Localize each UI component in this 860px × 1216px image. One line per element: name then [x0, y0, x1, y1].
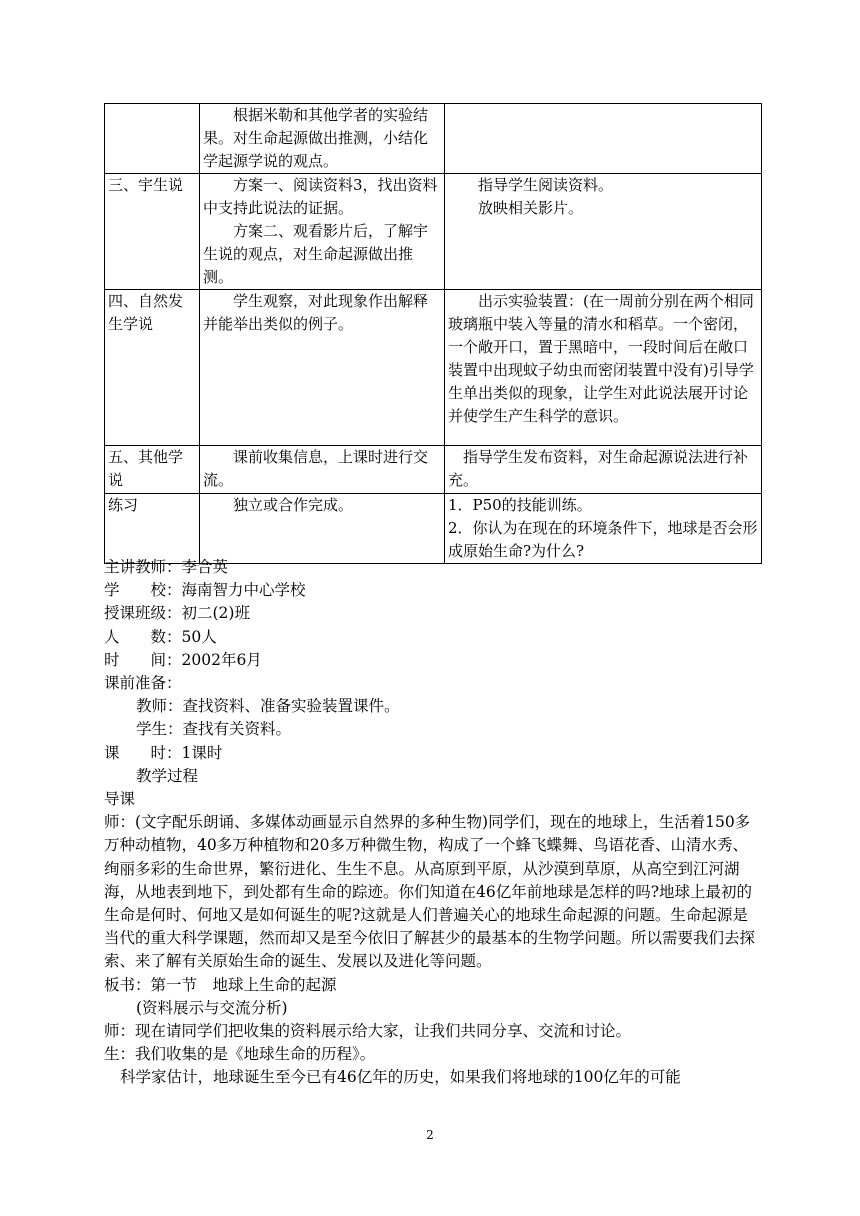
teacher-activity-text: 2．你认为在现在的环境条件下，地球是否会形成原始生命?为什么?: [448, 519, 758, 560]
info-count: 人 数：50人: [104, 627, 217, 646]
board-heading: 板书：第一节 地球上生命的起源: [104, 975, 337, 994]
teacher-speech-paragraph: 师：(文字配乐朗诵、多媒体动画显示自然界的多种生物)同学们，现在的地球上，生活着150多万种动植物，40多万种植物和20多万种微生物，构成了一个蜂飞蝶舞、鸟语花香、山清水秀、绚丽多彩的生命世界，繁衍进化、生生不息。从高原到平原，从沙漠到草原，从高空到江河湖海，从地表到地下，到处都有生命的踪迹。你们知道在46亿年前地球是怎样的吗?地球上最初的生命是何时、何地又是如何诞生的呢?这就是人们普遍关心的地球生命起源的问题。生命起源是当代的重大科学课题，然而却又是至今依旧了解甚少的最基本的生物学问题。所以需要我们去探索、来了解有关原始生命的诞生、发展以及进化等问题。: [104, 813, 756, 971]
topic-cell: [105, 104, 200, 174]
teacher-activity-cell: [445, 290, 762, 446]
board-subheading: (资料展示与交流分析): [136, 998, 288, 1017]
teacher-activity-cell: [445, 104, 762, 174]
info-class: 授课班级：初二(2)班: [104, 604, 250, 623]
lesson-plan-table: [104, 103, 762, 564]
prep-student: 学生：查找有关资料。: [136, 720, 292, 739]
topic-cell: 五、其他学说: [105, 446, 200, 494]
table-row: [105, 104, 762, 174]
page-number: 2: [426, 1128, 434, 1142]
student-activity-text: 独立或合作完成。: [233, 496, 354, 514]
teacher-activity-cell: [445, 174, 762, 290]
teacher-activity-text: 1．P50的技能训练。: [448, 496, 592, 514]
science-paragraph: 科学家估计，地球诞生至今已有46亿年的历史，如果我们将地球的100亿年的可能: [120, 1068, 681, 1087]
table-row: [105, 446, 762, 494]
table-row: [105, 494, 762, 564]
student-activity-cell: [200, 174, 445, 290]
intro-heading: 导课: [104, 790, 136, 809]
student-reply: 生：我们收集的是《地球生命的历程》。: [104, 1045, 376, 1064]
info-school: 学 校：海南智力中心学校: [104, 581, 306, 600]
process-heading: 教学过程: [136, 766, 199, 785]
topic-cell: 练习: [105, 494, 200, 564]
teacher-activity-cell: [445, 494, 762, 564]
info-teacher: 主讲教师：李合英: [104, 558, 229, 576]
topic-cell: 三、宇生说: [105, 174, 200, 290]
info-time: 时 间：2002年6月: [104, 650, 262, 669]
student-activity-text: 学生观察，对此现象作出解释并能举出类似的例子。: [203, 292, 429, 333]
topic-cell: 四、自然发生学说: [105, 290, 200, 446]
teacher-activity-cell: [445, 446, 762, 494]
student-activity-text: 方案二、观看影片后，了解宇生说的观点，对生命起源做出推测。: [203, 222, 429, 286]
table-row: [105, 290, 762, 446]
student-activity-cell: [200, 290, 445, 446]
student-activity-text: 根据米勒和其他学者的实验结果。对生命起源做出推测，小结化学起源学说的观点。: [203, 106, 429, 170]
prep-teacher: 教师：查找资料、准备实验装置课件。: [136, 697, 400, 716]
student-activity-text: 方案一、阅读资料3，找出资料中支持此说法的证据。: [203, 176, 438, 217]
teacher-activity-text: 放映相关影片。: [478, 199, 584, 217]
teacher-activity-text: 出示实验装置：(在一周前分别在两个相同玻璃瓶中装入等量的清水和稻草。一个密闭，一个敞开口，置于黑暗中，一段时间后在敞口装置中出现蚊子幼虫而密闭装置中没有)引导学生单出类似的现象，让学生对此说法展开讨论并使学生产生科学的意识。: [448, 292, 754, 425]
info-hours: 课 时：1课时: [104, 743, 223, 762]
prep-title: 课前准备：: [104, 674, 182, 693]
student-activity-cell: [200, 446, 445, 494]
document-body: [104, 556, 760, 1090]
student-activity-cell: [200, 494, 445, 564]
table-row: [105, 174, 762, 290]
teacher-activity-text: 指导学生阅读资料。: [478, 176, 614, 194]
teacher-activity-text: 指导学生发布资料，对生命起源说法进行补充。: [448, 448, 749, 489]
student-activity-cell: [200, 104, 445, 174]
teacher-instruction: 师：现在请同学们把收集的资料展示给大家，让我们共同分享、交流和讨论。: [104, 1022, 632, 1041]
student-activity-text: 课前收集信息，上课时进行交流。: [203, 448, 429, 489]
